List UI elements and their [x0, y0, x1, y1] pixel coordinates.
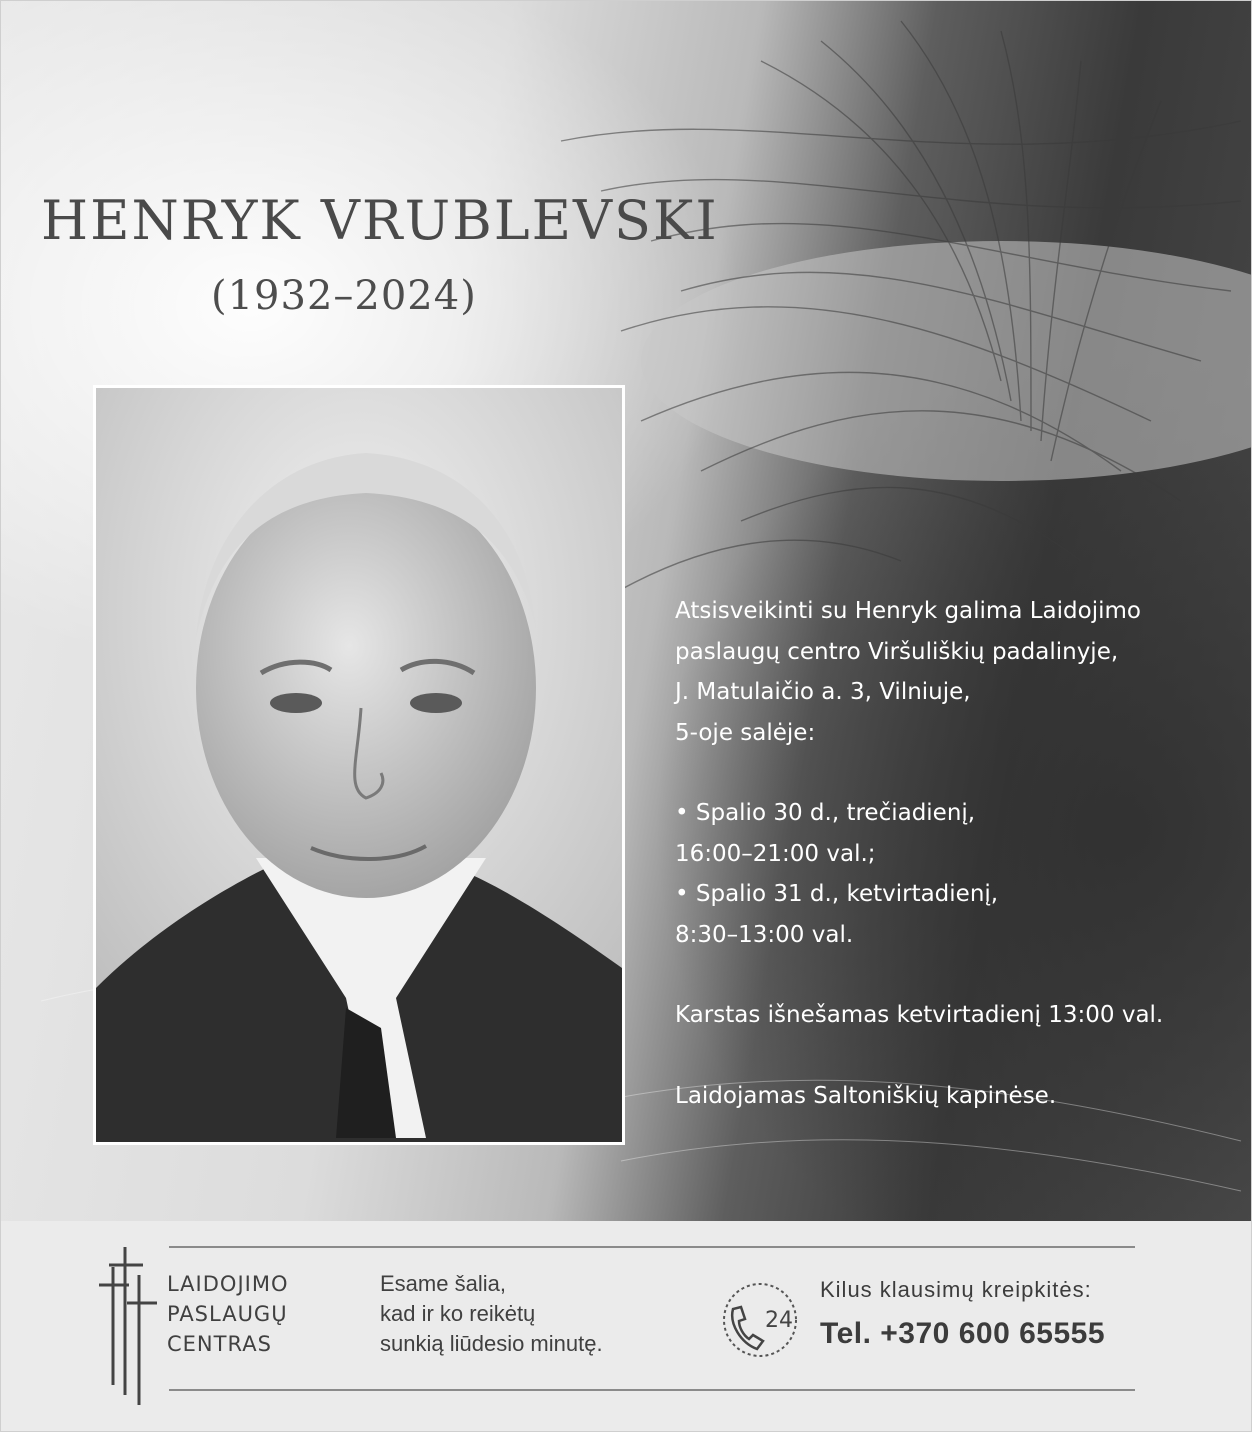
logo-line: PASLAUGŲ [167, 1302, 288, 1326]
farewell-info [675, 591, 1235, 1116]
footer-divider-top [169, 1246, 1135, 1248]
portrait-illustration [96, 388, 622, 1142]
phone-24-label: 24 [765, 1308, 793, 1333]
logo-line: CENTRAS [167, 1332, 272, 1356]
company-logo-text [167, 1269, 288, 1359]
schedule-time: 16:00–21:00 val.; [675, 840, 876, 867]
background-grass-image [1, 1, 1251, 1221]
schedule-day: • Spalio 31 d., ketvirtadienį, [675, 881, 999, 907]
slogan-line: kad ir ko reikėtų [380, 1301, 536, 1326]
burial-info: Laidojamas Saltoniškių kapinėse. [675, 1082, 1057, 1109]
info-line: J. Matulaičio a. 3, Vilniuje, [675, 679, 971, 705]
slogan-line: sunkią liūdesio minutę. [380, 1331, 603, 1356]
logo-line: LAIDOJIMO [167, 1272, 289, 1296]
phone-number[interactable]: Tel. +370 600 65555 [820, 1317, 1106, 1350]
info-line: paslaugų centro Viršuliškių padalinyje, [675, 638, 1119, 665]
info-line: Atsisveikinti su Henryk galima Laidojimo [675, 598, 1141, 624]
deceased-name: HENRYK VRUBLEVSKI [41, 189, 719, 252]
schedule-day: • Spalio 30 d., trečiadienį, [675, 800, 976, 826]
contact-label: Kilus klausimų kreipkitės: [820, 1277, 1092, 1302]
slogan-line: Esame šalia, [380, 1271, 506, 1296]
slogan [380, 1269, 603, 1359]
portrait-photo [93, 385, 625, 1145]
footer-divider-bottom [169, 1389, 1135, 1391]
cross-logo-icon [95, 1245, 161, 1407]
phone-24-icon [719, 1279, 801, 1361]
schedule-time: 8:30–13:00 val. [675, 921, 854, 948]
info-line: 5-oje salėje: [675, 719, 816, 746]
life-years: (1932–2024) [211, 273, 477, 319]
coffin-info: Karstas išnešamas ketvirtadienį 13:00 val. [675, 1002, 1164, 1028]
